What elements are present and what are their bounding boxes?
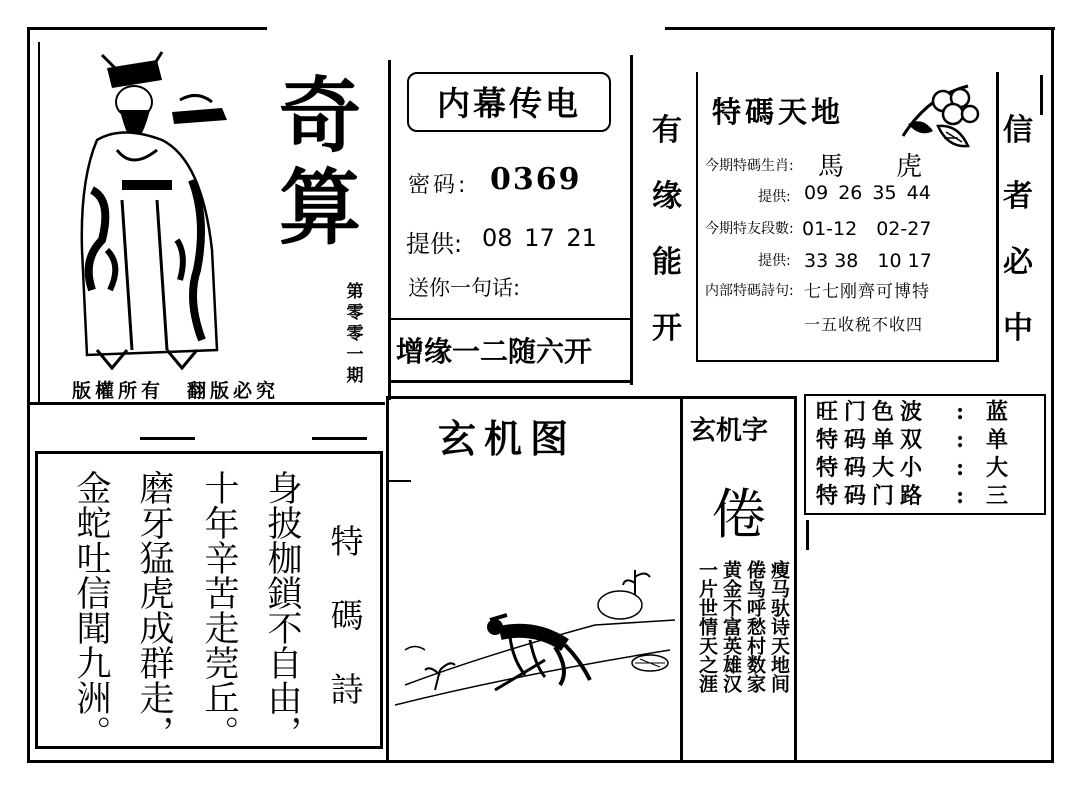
frame-bottom: [27, 760, 1054, 763]
frame-left-inner: [38, 42, 40, 402]
attribute-colon: :: [956, 455, 971, 481]
password-label: 密码:: [408, 173, 469, 198]
xuanji-zi-column-3: 倦鸟呼愁村数家: [744, 560, 766, 693]
poem-column-4: 金蛇吐信聞九洲。: [71, 470, 111, 750]
segments-value: 01-12 02-27: [802, 218, 932, 240]
attribute-row: [816, 398, 1036, 426]
sentence-text: 增缘一二随六开: [396, 335, 593, 368]
poem-heading-char: 詩: [330, 670, 364, 709]
grape-vine-illustration: [898, 76, 988, 156]
segments-label: 今期特友段數:: [705, 221, 794, 237]
inside-header: 内幕传电: [437, 84, 581, 123]
attribute-value: 大: [986, 455, 1015, 481]
phrase-char: 有: [652, 113, 682, 148]
special-title: 特碼天地: [712, 95, 845, 129]
attribute-colon: :: [956, 399, 971, 425]
attribute-row: [816, 482, 1036, 510]
phrase-char: 信: [1003, 113, 1033, 148]
attribute-label: 旺门色波: [816, 399, 929, 425]
phrase-char: 者: [1003, 179, 1033, 214]
provide-label: 提供:: [406, 230, 463, 258]
phrase-char: 能: [652, 245, 682, 280]
phrase-char: 开: [652, 311, 682, 346]
attribute-value: 三: [986, 483, 1015, 509]
attribute-colon: :: [956, 427, 971, 453]
xuanji-zi-column-4: 瘦马驮诗天地间: [768, 560, 790, 693]
xuanjizi-left: [680, 396, 683, 762]
center-short: [386, 480, 411, 482]
inner-poem-line2: 一五收税不收四: [804, 315, 924, 334]
attribute-value: 蓝: [986, 399, 1015, 425]
attribute-value: 单: [986, 427, 1015, 453]
issue-number: [340, 282, 370, 387]
provide1-label: 提供:: [758, 189, 791, 205]
issue-char: 零: [346, 303, 364, 323]
god-of-wealth-illustration: [62, 50, 237, 375]
poem-column-2: 十年辛苦走莞丘。: [199, 470, 239, 750]
issue-char: 期: [346, 366, 364, 386]
xuanji-zi-title: 玄机字: [690, 416, 769, 446]
provide2-label: 提供:: [758, 253, 791, 269]
poem-column-3: 磨牙猛虎成群走，: [134, 470, 174, 750]
poem-heading: [322, 505, 372, 727]
attributes-list: [816, 398, 1036, 510]
attribute-row: [816, 426, 1036, 454]
xuanji-zi-char: 倦: [712, 483, 766, 546]
vertical-phrase-mid: [642, 98, 692, 362]
center-rule-top: [386, 396, 796, 399]
xuanji-tu-title: 玄机图: [438, 416, 577, 461]
poem-heading-char: 碼: [330, 596, 364, 635]
main-title: [270, 70, 370, 254]
provide2-value: 33 38 10 17: [804, 250, 932, 272]
kneeling-man-illustration: [395, 565, 680, 715]
xuanjizi-right: [794, 396, 797, 762]
poem-column-1: 身披枷鎖不自由，: [262, 470, 302, 750]
phrase-char: 中: [1003, 311, 1033, 346]
issue-char: 一: [346, 345, 364, 365]
dash-1: [140, 437, 195, 440]
frame-top-left: [27, 27, 267, 30]
attribute-label: 特码单双: [816, 427, 929, 453]
attribute-label: 特码大小: [816, 455, 929, 481]
copyright-text: 版權所有 翻版必究: [72, 380, 280, 402]
attribute-row: [816, 454, 1036, 482]
zodiac-value: 馬 虎: [818, 152, 923, 182]
issue-char: 第: [346, 282, 364, 302]
main-title-char: 算: [278, 160, 361, 256]
provide-value: 08 17 21: [482, 224, 597, 252]
center-rule-left: [386, 396, 389, 762]
inner-poem-label: 内部特碼詩句:: [705, 283, 794, 299]
inner-poem-line1: 七七刚齊可博特: [804, 282, 930, 302]
sentence-label: 送你一句话:: [408, 276, 521, 300]
zodiac-label: 今期特碼生肖:: [705, 158, 794, 174]
frame-top-right: [665, 27, 1055, 30]
xuanji-zi-column-1: 一片世情天之涯: [696, 560, 718, 693]
provide1-value: 09 26 35 44: [804, 182, 931, 204]
main-title-char: 奇: [278, 68, 361, 164]
xuanji-zi-column-2: 黄金不富英雄汉: [720, 560, 742, 693]
password-value: 0369: [490, 162, 582, 197]
attribute-label: 特码门路: [816, 483, 929, 509]
issue-char: 零: [346, 324, 364, 344]
right-small-rule: [806, 520, 809, 550]
inside-right-rule: [630, 55, 633, 385]
phrase-char: 缘: [652, 179, 682, 214]
frame-right: [1051, 27, 1054, 762]
poem-heading-char: 特: [330, 522, 364, 561]
attribute-colon: :: [956, 483, 971, 509]
frame-left: [27, 27, 30, 762]
phrase-char: 必: [1003, 245, 1033, 280]
dash-2: [312, 437, 367, 440]
vertical-phrase-right: [995, 98, 1041, 362]
